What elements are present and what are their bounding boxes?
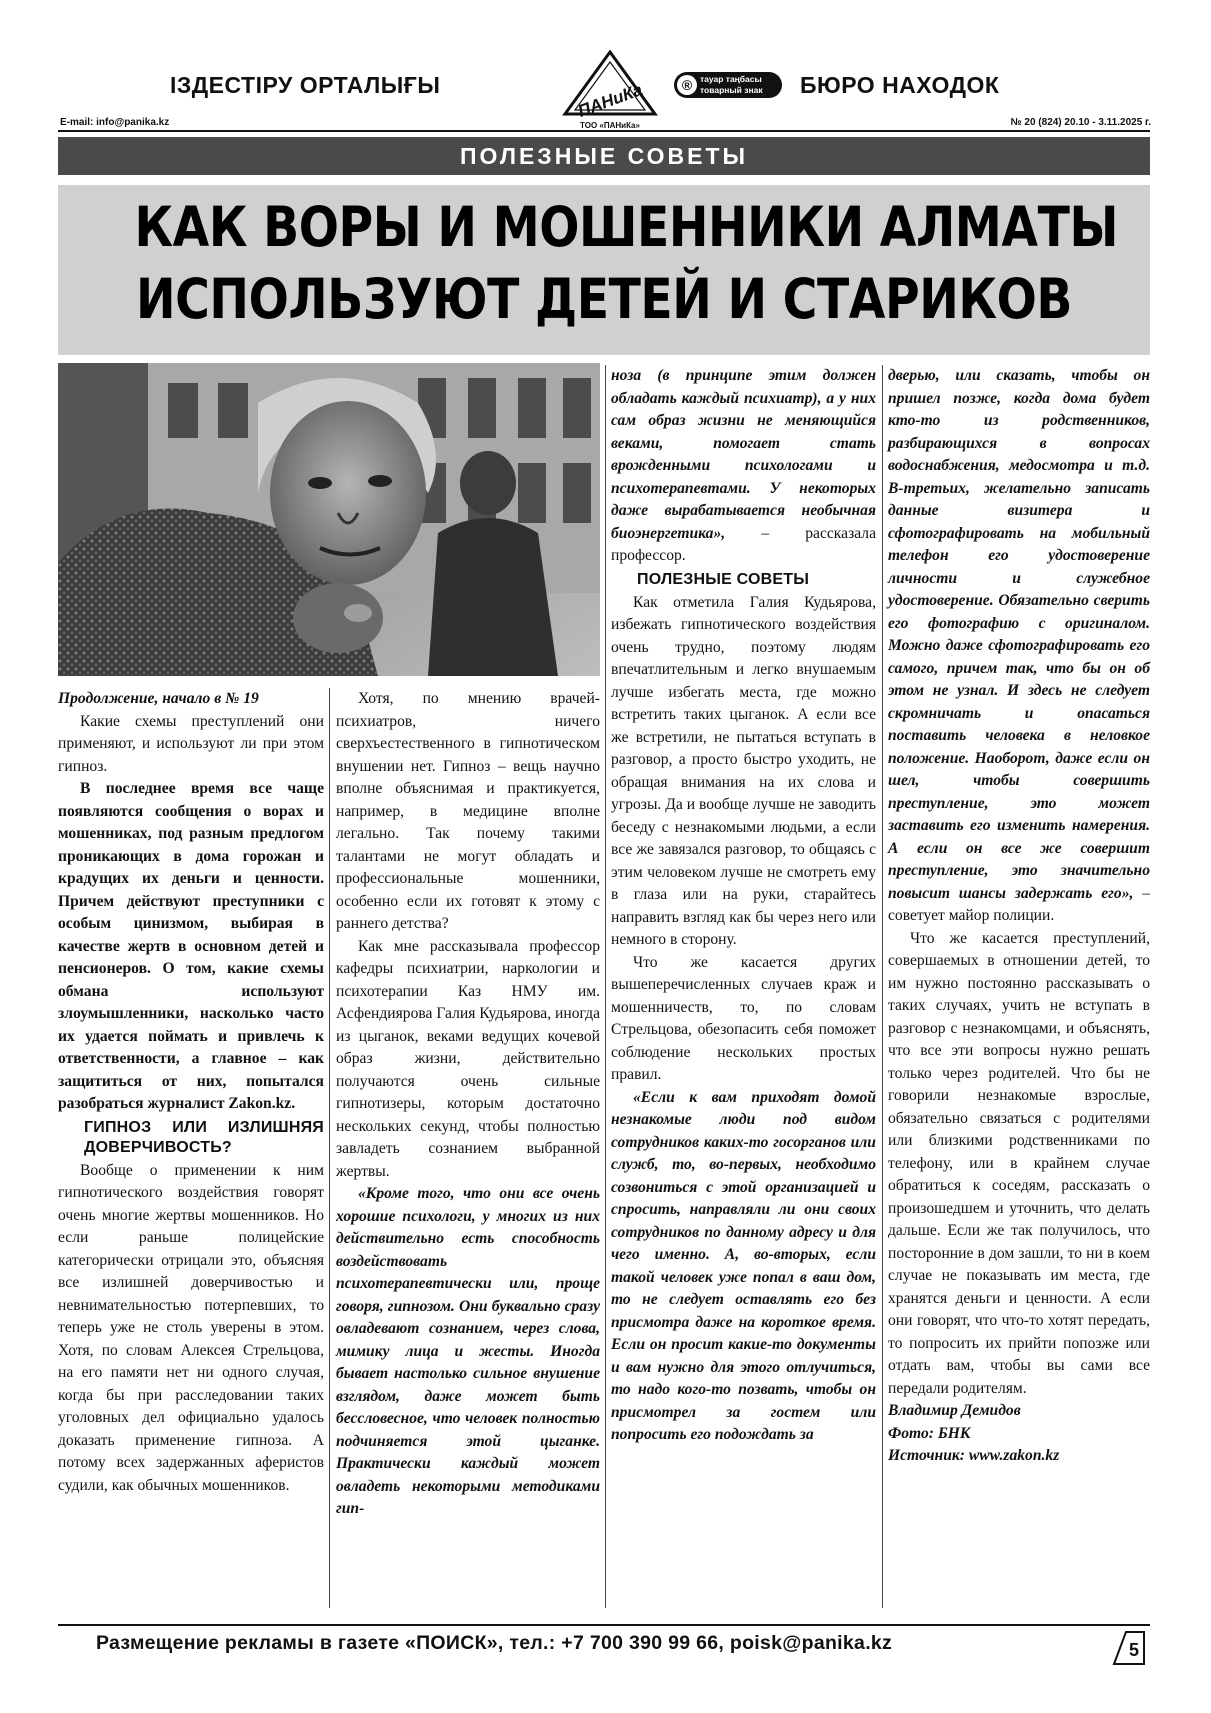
masthead-left-title: ІЗДЕСТІРУ ОРТАЛЫҒЫ	[170, 72, 441, 98]
article-photo	[58, 363, 600, 676]
column-divider	[882, 365, 883, 1608]
trademark-text	[700, 74, 763, 96]
trademark-line-ru: товарный знак	[700, 85, 763, 95]
page-number-tab-icon	[1112, 1630, 1146, 1666]
masthead-email: E-mail: info@panika.kz	[60, 117, 170, 128]
author-name: Владимир Демидов	[888, 1402, 1021, 1419]
quote-paragraph: «Если к вам приходят домой незнакомые люди под видом сотрудников каких-то госорганов или служб, то, во-первых, необходимо созвониться с этой организацией и спросить, направляли ли они своих сотрудников по данному адресу и для чего именно. А, во-вторых, если такой человек уже попал в ваш дом, то не следует оставлять его без присмотра даже на короткое время. Если он просит какие-то документы и вам нужно для этого отлучиться, то надо кого-то позвать, чтобы он присмотрел за гостем или попросить его подождать за	[611, 1088, 876, 1443]
footer-ad-line: Размещение рекламы в газете «ПОИСК», тел.: +7 700 390 99 66, poisk@panika.kz	[96, 1632, 893, 1654]
body-paragraph: Как отметила Галия Кудьярова, избежать гипнотического воздействия очень трудно, поэтому людям впечатлительным и легко внушаемым лучше избегать места, где можно встретить таких цыганок. А если все же встретили, не пытаться вступать в разговор, а просто быстро уходить, не обращая внимания на их слова и угрозы. Да и вообще лучше не заводить беседу с незнакомыми людьми, а если все же завязался разговор, то общаясь с этим человеком лучше не смотреть ему в глаза или на руки, старайтесь направить взгляд как бы через него или немного в сторону.	[611, 593, 876, 948]
article-column-1	[58, 688, 324, 1497]
lead-paragraph: В последнее время все чаще появляются сообщения о ворах и мошенниках, под разным предлогом проникающих в дома горожан и крадущих их деньги и ценности. Причем действуют преступники с особым цинизмом, выбирая в качестве жертв в основном детей и пенсионеров. О том, какие схемы обмана используют злоумышленники, насколько часто их удается поймать и привлечь к ответственности, а главное – как защититься от них, попытался разобраться журналист Zakon.kz.	[58, 780, 324, 1112]
trademark-badge	[674, 72, 782, 98]
headline-line-1: КАК ВОРЫ И МОШЕННИКИ АЛМАТЫ	[134, 195, 1119, 259]
continuation-note: Продолжение, начало в № 19	[58, 690, 259, 707]
body-paragraph: Хотя, по мнению врачей-психиатров, ничего сверхъестественного в гипнотическом внушении нет. Гипноз – вещь научно вполне объяснимая и практикуется, например, в медицине вполне легально. Так почему такими талантами не могут обладать и профессиональные мошенники, особенно если их готовят к этому с раннего детства?	[336, 690, 600, 932]
article-column-3	[611, 365, 876, 1447]
quote-attribution: – советует майор полиции.	[888, 884, 1150, 924]
quote-text: ноза (в принципе этим должен обладать каждый психиатр), а у них сам образ жизни не меняющийся веками, помогает стать врожденными психологами и психотерапевтами. У некоторых даже вырабатывается необычная биоэнергетика»,	[611, 367, 876, 542]
footer-divider	[58, 1624, 1150, 1626]
registered-icon: ®	[677, 75, 697, 95]
quote-text: дверью, или сказать, чтобы он пришел позже, когда дома будет кто-то из родственников, разбирающихся в вопросах водоснабжения, медосмотра и т.д. В-третьих, желательно записать данные визитера и сфотографировать на мобильный телефон его удостоверение личности и служебное удостоверение. Обязательно сверить его фотографию с оригиналом. Можно даже сфотографировать его самого, причем так, что бы он об этом не узнал. И здесь не следует скромничать и опасаться поставить человека в неловкое положение. Наоборот, даже если он шел, чтобы совершить преступление, это может заставить его изменить намерения. А если он все же совершит преступление, это значительно повысит шансы задержать его»,	[888, 367, 1150, 902]
page-number	[1112, 1630, 1146, 1666]
logo-text: ПАНиКа	[575, 80, 645, 120]
body-paragraph: Что же касается преступлений, совершаемых в отношении детей, то им нужно постоянно рассказывать о таких случаях, учить не вступать в разговор с незнакомцами, и объяснять, что все эти вопросы нужно решать только через родителей. Что бы не говорили незнакомые взрослые, обязательно связаться с родителями или близкими родственниками по телефону, или в крайнем случае обратиться к соседям, рассказать о произошедшем и уточнить, что делать дальше. Если же так получилось, что посторонние в дом зашли, то ни в коем случае не показывать им места, где хранятся деньги и ценности. А если они говорят, что что-то хотят передать, то попросить их прийти попозже или отдать вам, чтобы вы сами все передали родителям.	[888, 929, 1150, 1397]
logo-caption: ТОО «ПАНиКа»	[580, 121, 640, 130]
quote-attribution: – рассказала профессор.	[611, 524, 876, 564]
body-paragraph: Вообще о применении к ним гипнотического воздействия говорят очень многие жертвы мошенников. Но если раньше полицейские категорически отрицали это, объясняя все излишней доверчивостью и невнимательностью потерпевших, то теперь уже не столь уверены в этом. Хотя, по словам Алексея Стрельцова, на его памяти нет ни одного случая, когда бы при расследовании таких уголовных дел официально удалось доказать применение гипноза. А потому всех задержанных аферистов судили, как обычных мошенников.	[58, 1161, 324, 1494]
source-credit: Источник: www.zakon.kz	[888, 1447, 1060, 1464]
subheading-tips: ПОЛЕЗНЫЕ СОВЕТЫ	[637, 570, 810, 588]
headline-line-2: ИСПОЛЬЗУЮТ ДЕТЕЙ И СТАРИКОВ	[135, 267, 1073, 331]
article-column-4	[888, 365, 1150, 1468]
photo-credit: Фото: БНК	[888, 1424, 971, 1442]
body-paragraph: Что же касается других вышеперечисленных случаев краж и мошенничеств, то, по словам Стрельцова, обезопасить себя поможет соблюдение нескольких простых правил.	[611, 953, 876, 1083]
issue-number: № 20 (824) 20.10 - 3.11.2025 г.	[1010, 117, 1151, 128]
masthead-right-title: БЮРО НАХОДОК	[800, 72, 1000, 98]
quote-continuation	[611, 365, 876, 568]
column-divider	[329, 688, 330, 1608]
quote-continuation	[888, 365, 1150, 928]
article-column-2	[336, 688, 600, 1521]
panika-logo-icon	[555, 48, 665, 120]
panika-logo	[555, 48, 665, 128]
page-number-text: 5	[1128, 1640, 1140, 1660]
intro-paragraph: Какие схемы преступлений они применяют, и используют ли при этом гипноз.	[58, 712, 324, 775]
section-title: ПОЛЕЗНЫЕ СОВЕТЫ	[58, 137, 1150, 175]
column-divider	[605, 365, 606, 1608]
body-paragraph: Как мне рассказывала профессор кафедры психиатрии, наркологии и психотерапии Каз НМУ им. Асфендиярова Галия Кудьярова, иногда из цыганок, веками ведущих кочевой образ жизни, действительно получаются очень сильные гипнотизеры, которым достаточно нескольких секунд, чтобы полностью завладеть сознанием выбранной жертвы.	[336, 937, 600, 1180]
quote-paragraph: «Кроме того, что они все очень хорошие психологи, у многих из них действительно есть способность воздействовать психотерапевтически или, проще говоря, гипнозом. Они буквально сразу овладевают сознанием, через слова, мимику лица и жесты. Иногда бывает настолько сильное внушение взглядом, даже может быть бессловесное, что человек полностью подчиняется этой цыганке. Практически каждый может овладеть некоторыми методиками гип-	[336, 1185, 600, 1517]
subheading-hypnosis: ГИПНОЗ ИЛИ ИЗЛИШНЯЯ ДОВЕРЧИВОСТЬ?	[84, 1118, 324, 1156]
masthead-divider	[58, 130, 1150, 132]
headline-box	[58, 185, 1150, 355]
photo-illustration	[58, 363, 600, 676]
trademark-line-kz: тауар таңбасы	[700, 74, 762, 84]
